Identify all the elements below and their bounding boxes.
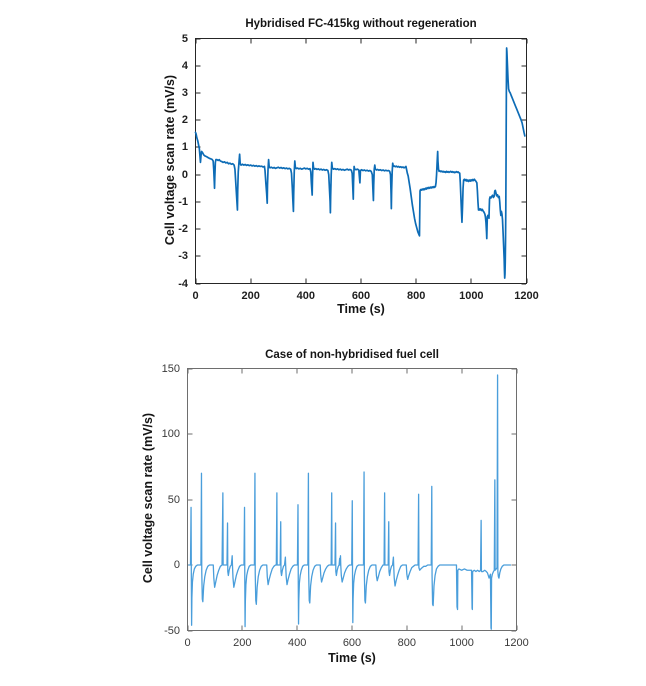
y-tick-label: 5 bbox=[181, 32, 188, 45]
x-tick-label: 400 bbox=[287, 637, 307, 649]
top-chart-title: Hybridised FC-415kg without regeneration bbox=[245, 18, 477, 30]
y-tick-label: -3 bbox=[178, 250, 188, 263]
top-chart-x-axis-label: Time (s) bbox=[337, 302, 385, 316]
x-tick-label: 600 bbox=[342, 637, 362, 649]
x-tick-label: 200 bbox=[233, 637, 252, 649]
x-tick-label: 400 bbox=[296, 290, 315, 302]
y-tick-label: 0 bbox=[181, 168, 188, 181]
x-tick-label: 200 bbox=[241, 290, 260, 302]
bottom-chart-title: Case of non-hybridised fuel cell bbox=[265, 349, 439, 361]
y-tick-label: 3 bbox=[181, 86, 188, 99]
y-tick-label: 2 bbox=[181, 114, 188, 127]
y-tick-label: 100 bbox=[161, 428, 180, 440]
y-tick-label: -50 bbox=[164, 624, 180, 637]
y-tick-label: 50 bbox=[167, 493, 180, 506]
y-tick-label: -1 bbox=[178, 195, 188, 208]
bottom-chart-y-axis-label: Cell voltage scan rate (mV/s) bbox=[141, 412, 155, 584]
x-tick-label: 0 bbox=[192, 290, 199, 302]
bottom-chart-x-axis-label: Time (s) bbox=[328, 651, 376, 665]
y-tick-label: -4 bbox=[178, 277, 188, 290]
x-tick-label: 1000 bbox=[459, 290, 484, 302]
y-tick-label: 0 bbox=[173, 559, 180, 571]
x-tick-label: 1000 bbox=[449, 637, 474, 649]
x-tick-label: 0 bbox=[184, 637, 191, 649]
y-tick-label: 1 bbox=[181, 141, 188, 154]
y-tick-label: -2 bbox=[178, 223, 188, 236]
y-tick-label: 150 bbox=[161, 362, 180, 375]
y-tick-label: 4 bbox=[181, 59, 188, 72]
x-tick-label: 800 bbox=[406, 290, 426, 302]
x-tick-label: 600 bbox=[351, 290, 371, 302]
series-line bbox=[189, 375, 511, 629]
top-chart-y-axis-label: Cell voltage scan rate (mV/s) bbox=[163, 74, 177, 246]
x-tick-label: 1200 bbox=[514, 290, 539, 302]
bottom-chart-plot-area bbox=[187, 368, 517, 631]
x-tick-label: 800 bbox=[397, 637, 416, 649]
x-tick-label: 1200 bbox=[504, 637, 529, 649]
axes-box bbox=[187, 368, 517, 631]
